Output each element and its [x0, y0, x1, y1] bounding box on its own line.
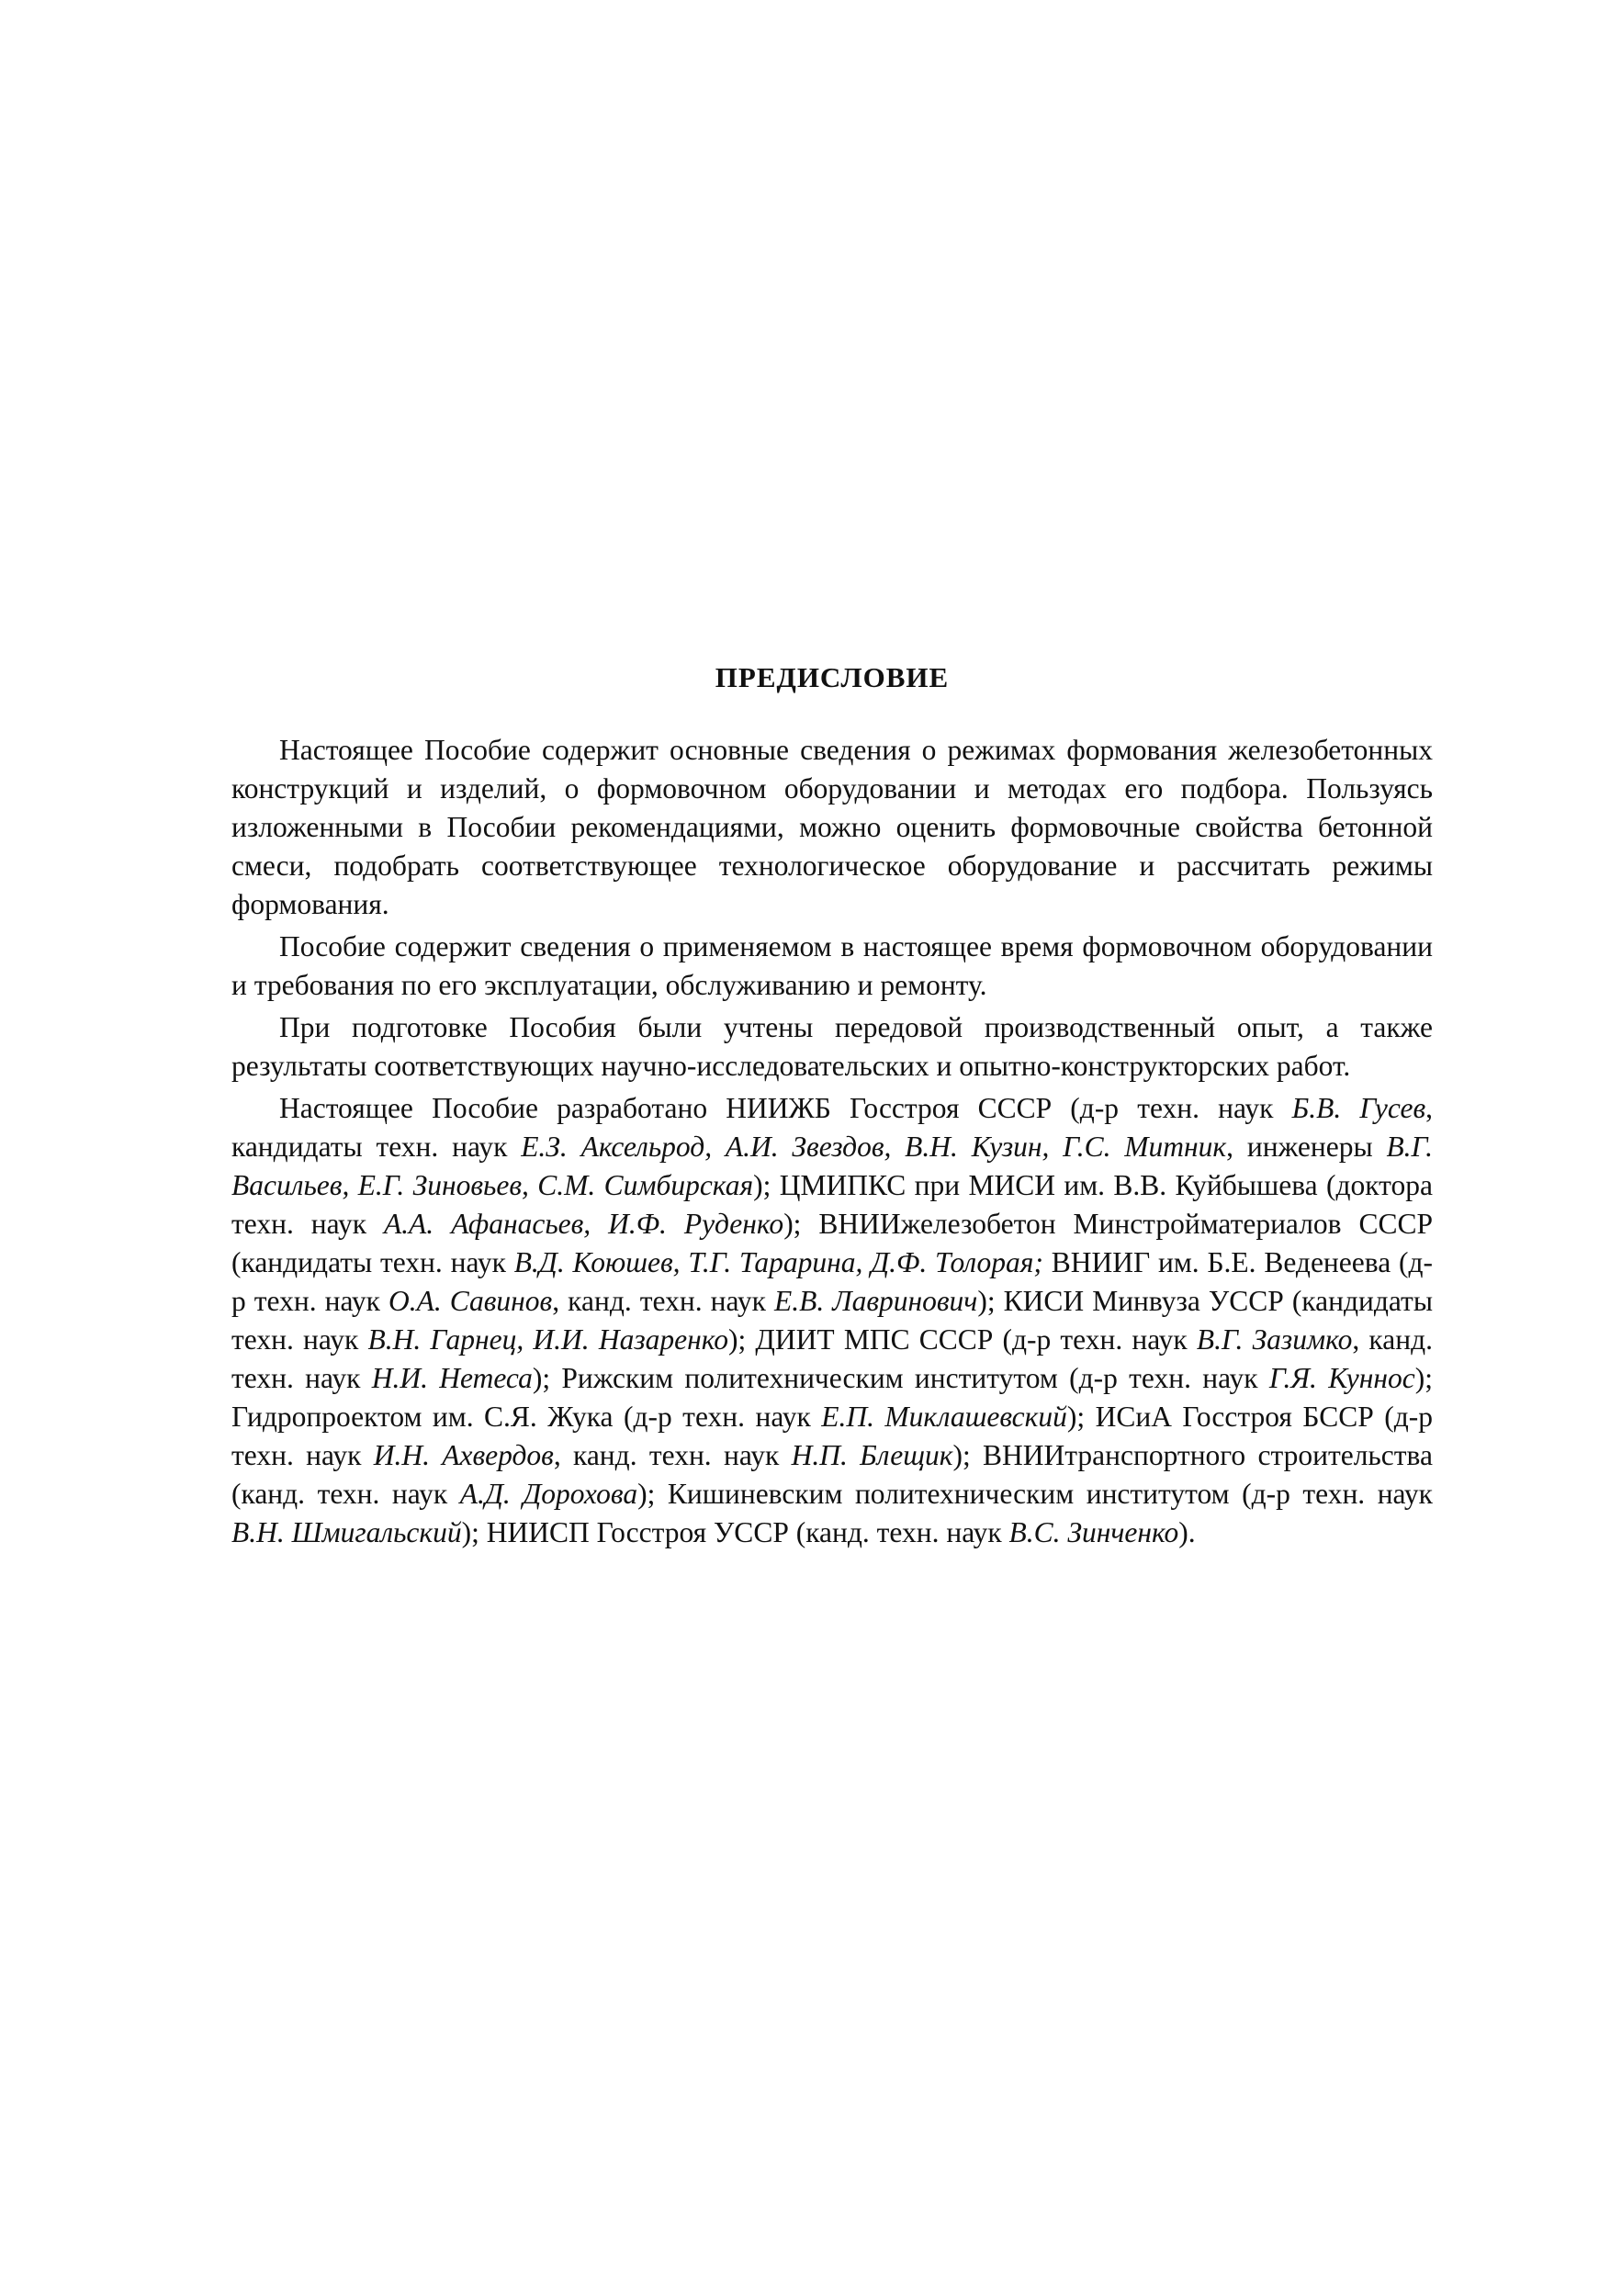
credit-names: Е.В. Лавринович [773, 1285, 978, 1317]
credit-names: В.Д. Коюшев, Т.Г. Тарарина, Д.Ф. Толорая; [513, 1246, 1043, 1278]
credit-text: ); Рижским политехническим институтом (д-р техн. наук [532, 1362, 1269, 1394]
credit-names: Н.П. Блещик [791, 1439, 953, 1471]
credit-text: ); ВНИИтранспортного строительства (канд. техн. наук [231, 1439, 1433, 1510]
credit-text: , канд. техн. наук [553, 1439, 792, 1471]
credit-text: ); ВНИИжелезобетон Минстройматериалов СССР (кандидаты техн. наук [231, 1208, 1433, 1278]
credit-names: В.Г. Зазимко [1196, 1323, 1353, 1356]
credit-text: ); ДИИТ МПС СССР (д-р техн. наук [728, 1323, 1197, 1356]
credit-text: ); Кишиневским политехническим институтом (д-р техн. наук [637, 1478, 1433, 1510]
credit-names: А.А. Афанасьев, И.Ф. Руденко [383, 1208, 784, 1240]
credit-text: , канд. техн. наук [231, 1323, 1433, 1394]
credit-text: , канд. техн. наук [552, 1285, 774, 1317]
credit-names: Б.В. Гусев [1291, 1092, 1426, 1124]
credit-names: В.Н. Шмигальский [231, 1516, 462, 1548]
credit-names: Е.П. Миклашевский [821, 1401, 1067, 1433]
credit-names: В.С. Зинченко [1008, 1516, 1179, 1548]
paragraph-experience: При подготовке Пособия были учтены передовой производственный опыт, а также результаты соответствующих научно-исследовательских и опытно-конструкторских работ. [231, 1011, 1433, 1082]
credit-names: О.А. Савинов [388, 1285, 553, 1317]
paragraph-credits [231, 1089, 1433, 1552]
paragraph-intro: Настоящее Пособие содержит основные сведения о режимах формования железобетонных конструкций и изделий, о формовочном оборудовании и методах его подбора. Пользуясь изложенными в Пособии рекомендациями, можно оценить формовочные свойства бетонной смеси, подобрать соответствующее технологическое оборудование и рассчитать режимы формования. [231, 734, 1433, 920]
credit-names: В.Г. Васильев, Е.Г. Зиновьев, С.М. Симбирская [231, 1131, 1433, 1201]
credit-text: ); НИИСП Госстроя УССР (канд. техн. наук [461, 1516, 1009, 1548]
credit-names: В.Н. Гарнец, И.И. Назаренко [367, 1323, 729, 1356]
paragraph-equipment: Пособие содержит сведения о применяемом в настоящее время формовочном оборудовании и требования по его эксплуатации, обслуживанию и ремонту. [231, 930, 1433, 1001]
credit-text: ВНИИГ им. Б.Е. Веденеева (д-р техн. наук [231, 1246, 1433, 1317]
credit-text: Настоящее Пособие разработано НИИЖБ Госстроя СССР (д-р техн. наук [279, 1092, 1292, 1124]
credit-text: ); ЦМИПКС при МИСИ им. В.В. Куйбышева (доктора техн. наук [231, 1169, 1433, 1240]
page-content [231, 661, 1433, 1556]
credit-text: , кандидаты техн. наук [231, 1092, 1433, 1163]
credit-names: И.Н. Ахвердов [373, 1439, 554, 1471]
credit-text: ); КИСИ Минвуза УССР (кандидаты техн. наук [231, 1285, 1433, 1356]
credit-text: , инженеры [1226, 1131, 1387, 1163]
credit-names: А.Д. Дорохова [459, 1478, 638, 1510]
page-title: ПРЕДИСЛОВИЕ [715, 661, 950, 693]
credit-names: Е.З. Аксельрод, А.И. Звездов, В.Н. Кузин, Г.С. Митник [521, 1131, 1227, 1163]
credit-text: ). [1178, 1516, 1196, 1548]
credit-names: Н.И. Нетеса [371, 1362, 533, 1394]
credit-text: ); Гидропроектом им. С.Я. Жука (д-р техн. наук [231, 1362, 1433, 1433]
credit-names: Г.Я. Куннос [1268, 1362, 1415, 1394]
credit-text: ); ИСиА Госстроя БССР (д-р техн. наук [231, 1401, 1433, 1471]
